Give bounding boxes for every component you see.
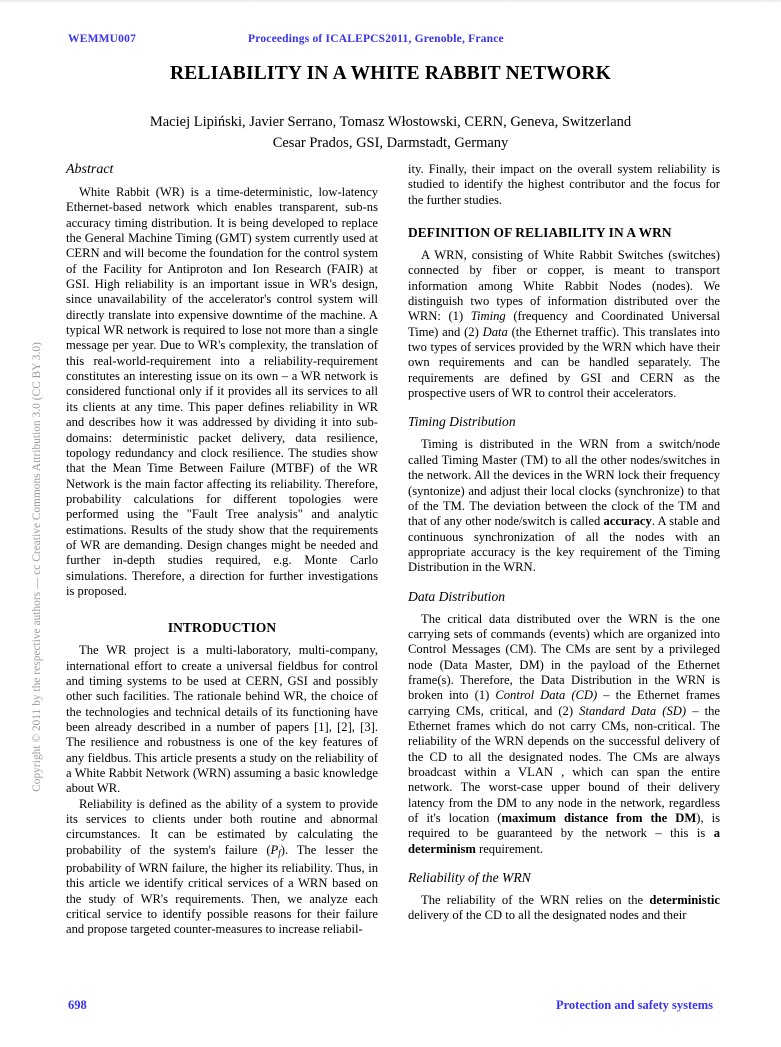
- reliability-text-1: The reliability of the WRN relies on the: [421, 893, 650, 908]
- footer-section-name: Protection and safety systems: [555, 998, 713, 1012]
- page-top-edge: [0, 0, 781, 3]
- control-data-term: Control Data (CD): [495, 688, 598, 703]
- subsection-heading-reliability-wrn: Reliability of the WRN: [408, 870, 531, 886]
- definition-paragraph: [408, 248, 720, 401]
- data-text-3: – the Ethernet frames which do not carry CMs, non-critical. The reliability of the WRN depends on the successful delivery of the CD to all the designated nodes. The CMs are always broadcast within a VLAN , which can span the entire network. The worst-case upper bound of their delivery latency from the DM to any node in the network, regardless of it's location (: [408, 703, 720, 826]
- data-text-5: requirement.: [475, 841, 543, 856]
- page-footer: [68, 998, 713, 1014]
- probability-subscript: f: [278, 847, 281, 858]
- column-left: [66, 162, 378, 1002]
- intro-paragraph-1: The WR project is a multi-laboratory, multi-company, international effort to create a universal fieldbus for control and timing systems to be used at CERN, GSI and possibly other such facilities. The rationale behind WR, the choice of the technologies and technical details of its functioning have been already described in a number of papers [1], [2], [3]. The resilience and robustness is one of the key features of any fieldbus. This article presents a study on the reliability of a White Rabbit Network (WRN) assuming a basic knowledge about WR.: [66, 643, 378, 796]
- author-line-2: Cesar Prados, GSI, Darmstadt, Germany: [272, 135, 509, 151]
- body-columns: [66, 162, 720, 1002]
- paper-id: WEMMU007: [68, 33, 137, 45]
- timing-paragraph: [408, 437, 720, 575]
- definition-text-3: (the Ethernet traffic). This translates into two types of services provided by the WRN which have their own requirements and can be handled separately. The requirements are defined by GSI and CERN as the prospective users of WR to control their accelerators.: [408, 324, 720, 401]
- page-title: RELIABILITY IN A WHITE RABBIT NETWORK: [169, 63, 612, 84]
- data-text-2: – the Ethernet frames carrying CMs, critical, and (2): [408, 688, 720, 718]
- reliability-text-2: delivery of the CD to all the designated nodes and their: [408, 908, 687, 923]
- deterministic-term: deterministic: [649, 893, 720, 908]
- standard-data-term: Standard Data (SD): [579, 703, 687, 718]
- maximum-distance-term: maximum distance from the DM: [501, 811, 697, 826]
- data-text-4: ), is required to be guaranteed by the network – this is: [408, 811, 720, 841]
- timing-text-2: . A stable and continuous synchronization of all the nodes with an appropriate accuracy is the key requirement of the Timing Distribution in the WRN.: [408, 514, 720, 575]
- intro-p2-text-1: Reliability is defined as the ability of a system to provide its services to clients under both routine and abnormal circumstances. It can be estimated by calculating the probability of the system's failure (: [66, 796, 378, 857]
- definition-text-1: A WRN, consisting of White Rabbit Switches (switches) connected by fiber or copper, is meant to transport information among White Rabbit Nodes (nodes). We distinguish two types of information distributed over the WRN: (1): [408, 248, 720, 324]
- author-line-1: Maciej Lipiński, Javier Serrano, Tomasz Włostowski, CERN, Geneva, Switzerland: [149, 114, 632, 130]
- intro-paragraph-2: [66, 797, 378, 938]
- abstract-paragraph: White Rabbit (WR) is a time-deterministic, low-latency Ethernet-based network which enables transparent, sub-ns accuracy timing distribution. It is being developed to replace the General Machine Timing (GMT) system currently used at CERN and will become the foundation for the control system of the Facility for Antiproton and Ion Research (FAIR) at GSI. High reliability is an important issue in WR's design, since unavailability of the accelerator's control system will directly translate into expensive downtime of the machine. A typical WR network is required to lose not more than a single message per year. Due to WR's complexity, the translation of this real-world-requirement into a reliability-requirement constitutes an interesting issue on its own – a WR network is considered functional only if it provides all its services to all its clients at any time. This paper defines reliability in WR and describes how it was addressed by dividing it into sub-domains: deterministic packet delivery, data resilience, topology redundancy and clock resilience. The studies show that the Mean Time Between Failure (MTBF) of the WR Network is the main factor affecting its reliability. Therefore, probability calculations for different topologies were performed using the "Fault Tree analysis" and analytic estimations. Results of the study show that the requirements of WR are demanding. Design changes might be needed and further in-depth studies required, e.g. Monte Carlo simulations. Therefore, a direction for further investigations is proposed.: [66, 185, 378, 598]
- data-text-1: The critical data distributed over the WRN is the one carrying sets of commands (events) which are organized into Control Messages (CM). The CMs are sent by a privileged node (Data Master, DM) in the payload of the Ethernet frame(s). Therefore, the Data Distribution in the WRN is broken into (1): [408, 611, 720, 703]
- intro-p2-text-2: ). The lesser the probability of WRN failure, the higher its reliability. Thus, in this article we identify critical services of a WRN based on the study of WR's requirements. Then, we analyze each critical service to identify possible reasons for their failure and propose targeted counter-measures to increase reliabil-: [66, 842, 379, 937]
- continued-paragraph: ity. Finally, their impact on the overall system reliability is studied to identify the highest contributor and the focus for the further studies.: [408, 162, 720, 207]
- determinism-term: a determinism: [408, 826, 720, 856]
- definition-text-2: (frequency and Coordinated Universal Time) and (2): [408, 309, 720, 339]
- column-right: [408, 162, 720, 1002]
- subsection-heading-timing-distribution: Timing Distribution: [408, 414, 516, 430]
- timing-term: Timing: [470, 309, 506, 324]
- accuracy-term: accuracy: [603, 514, 652, 529]
- copyright-notice: Copyright © 2011 by the respective authors — cc Creative Commons Attribution 3.0 (CC BY 3.0): [31, 342, 43, 792]
- probability-symbol: P: [270, 842, 279, 857]
- data-paragraph: [408, 612, 720, 858]
- timing-text-1: Timing is distributed in the WRN from a switch/node called Timing Master (TM) to all the other nodes/switches in the network. All the devices in the WRN lock their frequency (syntonize) and adjust their local clocks (synchronize) to that of the TM. The deviation between the clock of the TM and that of any other node/switch is called: [408, 437, 720, 529]
- subsection-heading-data-distribution: Data Distribution: [408, 588, 506, 604]
- section-heading-introduction: INTRODUCTION: [167, 620, 277, 636]
- reliability-paragraph: [408, 893, 720, 924]
- author-block: [70, 112, 711, 154]
- page-number: 698: [68, 998, 87, 1012]
- proceedings-line: Proceedings of ICALEPCS2011, Grenoble, France: [248, 33, 504, 45]
- section-heading-definition: DEFINITION OF RELIABILITY IN A WRN: [408, 225, 672, 241]
- abstract-heading: Abstract: [66, 162, 114, 177]
- running-header: [68, 33, 713, 49]
- data-term: Data: [482, 324, 508, 339]
